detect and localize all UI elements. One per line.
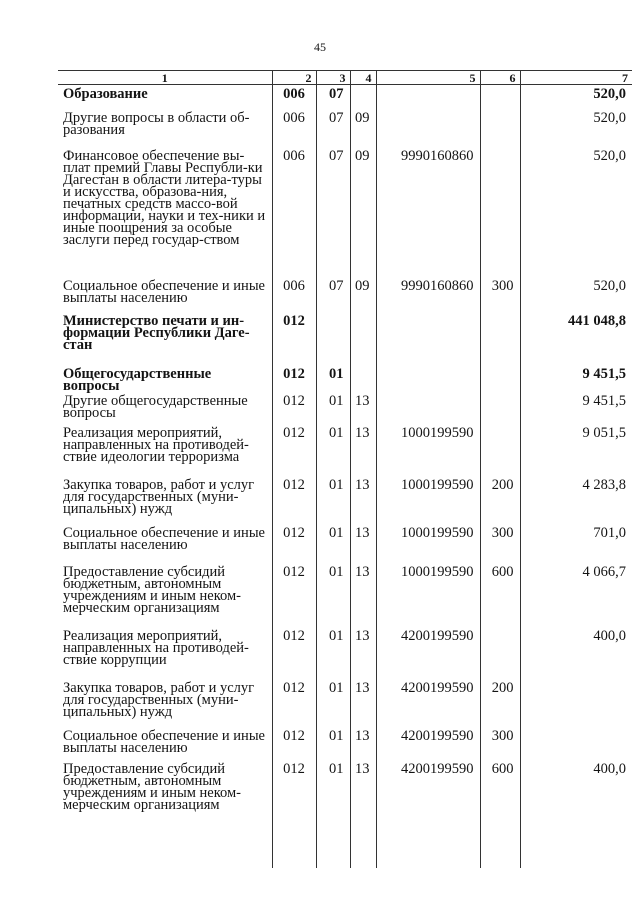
row-subsection-code: 13 (350, 392, 376, 424)
row-target-article (376, 365, 480, 392)
row-section-code: 01 (316, 563, 350, 627)
row-section-code: 01 (316, 760, 350, 843)
empty-cell (350, 843, 376, 868)
row-target-article: 4200199590 (376, 760, 480, 843)
table-continuation (58, 843, 632, 868)
row-amount: 701,0 (520, 524, 632, 563)
row-name: Реализация мероприятий, направленных на противодей-ствие коррупции (63, 627, 249, 668)
table-row (58, 563, 632, 627)
row-section-code: 01 (316, 476, 350, 524)
row-subsection-code: 13 (350, 627, 376, 679)
table-row (58, 760, 632, 843)
row-amount: 4 283,8 (520, 476, 632, 524)
row-amount: 520,0 (520, 147, 632, 277)
row-subsection-code: 13 (350, 679, 376, 727)
row-target-article (376, 109, 480, 147)
row-name: Предоставление субсидий бюджетным, автономным учреждениям и иным неком-мерческим организациям (63, 563, 241, 616)
row-amount: 9 451,5 (520, 392, 632, 424)
empty-cell (272, 843, 316, 868)
row-section-code: 07 (316, 109, 350, 147)
budget-table-container (58, 70, 632, 868)
table-row (58, 679, 632, 727)
row-target-article (376, 392, 480, 424)
row-amount: 9 051,5 (520, 424, 632, 476)
row-subsection-code: 13 (350, 563, 376, 627)
row-name: Социальное обеспечение и иные выплаты населению (63, 524, 265, 553)
row-target-article: 4200199590 (376, 679, 480, 727)
row-amount: 520,0 (520, 109, 632, 147)
row-subsection-code: 09 (350, 147, 376, 277)
table-row (58, 312, 632, 365)
empty-cell (316, 843, 350, 868)
row-ministry-code: 012 (272, 424, 316, 476)
row-section-code: 07 (316, 277, 350, 312)
row-subsection-code: 09 (350, 109, 376, 147)
row-amount: 4 066,7 (520, 563, 632, 627)
row-target-article: 1000199590 (376, 424, 480, 476)
row-amount (520, 727, 632, 760)
row-expense-type (480, 365, 520, 392)
row-target-article: 4200199590 (376, 727, 480, 760)
row-expense-type: 300 (480, 727, 520, 760)
table-row (58, 277, 632, 312)
row-subsection-code: 13 (350, 727, 376, 760)
row-subsection-code: 09 (350, 277, 376, 312)
column-number-3: 3 (316, 71, 350, 85)
row-expense-type: 200 (480, 679, 520, 727)
row-subsection-code: 13 (350, 424, 376, 476)
table-row (58, 727, 632, 760)
column-number-1: 1 (58, 71, 272, 85)
row-section-code: 01 (316, 727, 350, 760)
row-ministry-code: 012 (272, 563, 316, 627)
row-name: Закупка товаров, работ и услуг для государственных (муни-ципальных) нужд (63, 679, 255, 720)
page-number: 45 (314, 40, 326, 54)
row-name: Предоставление субсидий бюджетным, автономным учреждениям и иным неком-мерческим организациям (63, 760, 241, 813)
row-section-code: 07 (316, 147, 350, 277)
row-ministry-code: 006 (272, 85, 316, 109)
row-target-article: 1000199590 (376, 524, 480, 563)
row-ministry-code: 012 (272, 392, 316, 424)
row-ministry-code: 006 (272, 109, 316, 147)
row-expense-type (480, 147, 520, 277)
row-subsection-code: 13 (350, 760, 376, 843)
empty-cell (58, 843, 272, 868)
row-amount: 400,0 (520, 627, 632, 679)
row-amount (520, 679, 632, 727)
row-target-article: 1000199590 (376, 476, 480, 524)
table-row (58, 147, 632, 277)
row-subsection-code (350, 312, 376, 365)
row-name: Министерство печати и ин-формации Республики Даге-стан (63, 312, 250, 353)
row-section-code: 07 (316, 85, 350, 109)
table-row (58, 85, 632, 109)
row-ministry-code: 012 (272, 524, 316, 563)
row-expense-type (480, 312, 520, 365)
row-subsection-code: 13 (350, 524, 376, 563)
row-expense-type (480, 392, 520, 424)
row-section-code: 01 (316, 524, 350, 563)
row-section-code (316, 312, 350, 365)
row-name: Реализация мероприятий, направленных на противодей-ствие идеологии терроризма (63, 424, 249, 465)
row-section-code: 01 (316, 627, 350, 679)
row-ministry-code: 012 (272, 476, 316, 524)
table-row (58, 365, 632, 392)
row-name: Другие общегосударственные вопросы (63, 392, 248, 421)
table-row (58, 424, 632, 476)
column-number-5: 5 (376, 71, 480, 85)
row-section-code: 01 (316, 392, 350, 424)
table-row (58, 627, 632, 679)
row-ministry-code: 012 (272, 627, 316, 679)
row-subsection-code: 13 (350, 476, 376, 524)
row-name: Финансовое обеспечение вы-плат премий Главы Республи-ки Дагестан в области литера-туры и искусства, образова-ния, печатных средств массо-вой информации, науки и тех-ники и иные поощрения за особые заслуги перед государ-ством (63, 147, 266, 248)
table-row (58, 109, 632, 147)
empty-cell (376, 843, 480, 868)
row-name: Общегосударственные вопросы (63, 365, 212, 394)
row-target-article (376, 312, 480, 365)
row-section-code: 01 (316, 679, 350, 727)
row-ministry-code: 012 (272, 679, 316, 727)
row-section-code: 01 (316, 424, 350, 476)
row-expense-type: 600 (480, 563, 520, 627)
budget-table (58, 70, 632, 868)
row-ministry-code: 006 (272, 277, 316, 312)
row-ministry-code: 012 (272, 365, 316, 392)
row-ministry-code: 006 (272, 147, 316, 277)
row-target-article: 9990160860 (376, 147, 480, 277)
row-name: Социальное обеспечение и иные выплаты населению (63, 727, 265, 756)
row-ministry-code: 012 (272, 760, 316, 843)
row-expense-type: 200 (480, 476, 520, 524)
row-amount: 441 048,8 (520, 312, 632, 365)
table-row (58, 524, 632, 563)
row-expense-type: 300 (480, 524, 520, 563)
row-expense-type: 600 (480, 760, 520, 843)
empty-cell (480, 843, 520, 868)
row-ministry-code: 012 (272, 312, 316, 365)
table-row (58, 476, 632, 524)
row-target-article: 4200199590 (376, 627, 480, 679)
row-name: Закупка товаров, работ и услуг для государственных (муни-ципальных) нужд (63, 476, 255, 517)
empty-cell (520, 843, 632, 868)
column-number-4: 4 (350, 71, 376, 85)
row-section-code: 01 (316, 365, 350, 392)
column-number-6: 6 (480, 71, 520, 85)
row-target-article: 9990160860 (376, 277, 480, 312)
row-name: Образование (63, 86, 148, 102)
table-body (58, 85, 632, 868)
row-subsection-code (350, 365, 376, 392)
row-target-article: 1000199590 (376, 563, 480, 627)
row-amount: 520,0 (520, 85, 632, 109)
row-amount: 9 451,5 (520, 365, 632, 392)
row-expense-type (480, 109, 520, 147)
row-amount: 400,0 (520, 760, 632, 843)
column-number-row (58, 71, 632, 85)
row-expense-type (480, 85, 520, 109)
row-amount: 520,0 (520, 277, 632, 312)
column-number-7: 7 (520, 71, 632, 85)
row-name: Социальное обеспечение и иные выплаты населению (63, 277, 265, 306)
row-target-article (376, 85, 480, 109)
row-expense-type: 300 (480, 277, 520, 312)
row-expense-type (480, 627, 520, 679)
table-row (58, 392, 632, 424)
column-number-2: 2 (272, 71, 316, 85)
row-name: Другие вопросы в области об-разования (63, 109, 250, 138)
row-expense-type (480, 424, 520, 476)
row-ministry-code: 012 (272, 727, 316, 760)
row-subsection-code (350, 85, 376, 109)
